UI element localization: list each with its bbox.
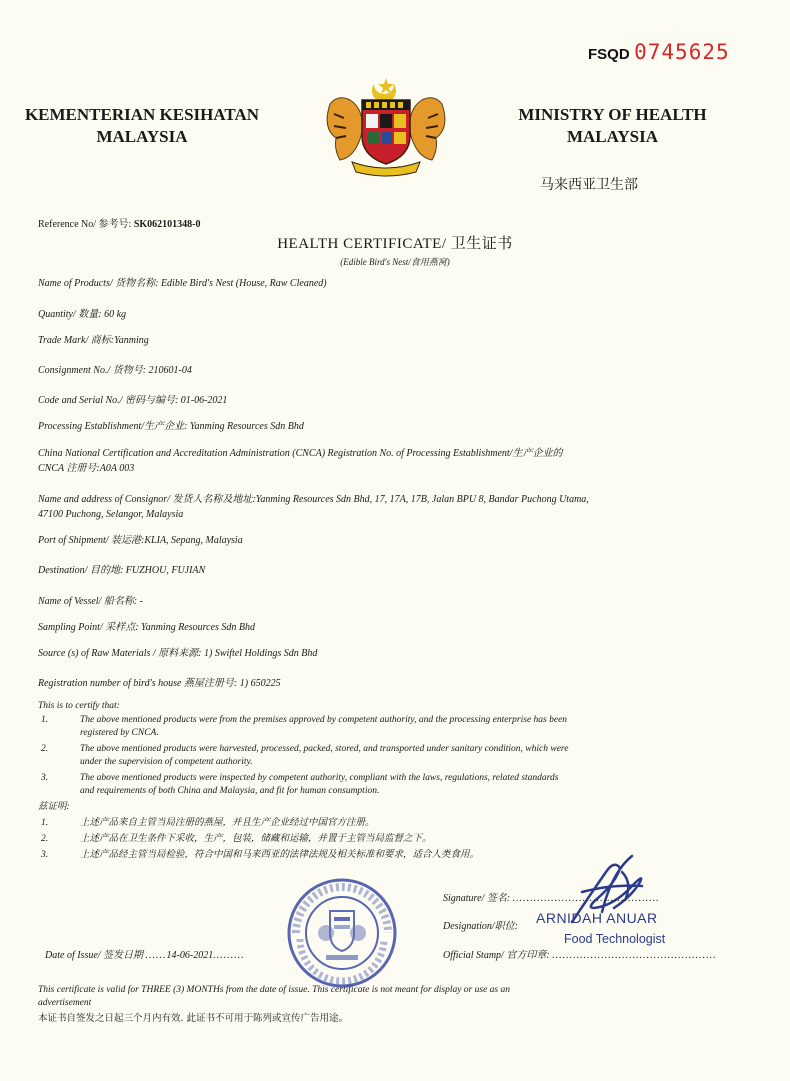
- reference-number: [38, 215, 200, 230]
- certify-item-text: [80, 714, 740, 739]
- date-dots-right: .........: [213, 950, 245, 961]
- certificate-subtitle: (Edible Bird's Nest/食用燕窝): [340, 257, 450, 267]
- malaysia-coat-of-arms-icon: [322, 74, 450, 178]
- certify-item-line2: and requirements of both China and Malaysia, and fit for human consumption.: [80, 785, 380, 796]
- fsqd-serial: [588, 40, 730, 64]
- field-name-of-vessel: Name of Vessel/ 船名称: -: [38, 596, 143, 607]
- validity-note: This certificate is valid for THREE (3) MONTHs from the date of issue. This certificate is not meant for display or use as an: [38, 985, 510, 995]
- signature-dots: ..........................................: [512, 893, 660, 904]
- certificate-title: HEALTH CERTIFICATE/ 卫生证书: [277, 236, 513, 252]
- field-cnca-registration-no: CNCA 注册号:A0A 003: [38, 463, 135, 474]
- serial-number: 0745625: [634, 40, 730, 64]
- signatory-name: ARNIDAH ANUAR: [536, 910, 658, 926]
- certify-item-line2: registered by CNCA.: [80, 727, 159, 738]
- designation-label: Designation/职位:: [443, 921, 518, 932]
- field-bird-house-registration: Registration number of bird's house 燕屋注册号: 1) 650225: [38, 678, 281, 689]
- validity-note-line2: advertisement: [38, 998, 92, 1008]
- validity-note-chinese: 本证书自签发之日起三个月内有效. 此证书不可用于陈列或宣传广告用途。: [38, 1013, 349, 1024]
- official-stamp-line: [443, 946, 717, 961]
- certify-item-number: 1.: [41, 715, 49, 725]
- certify-item-text: [80, 772, 740, 797]
- certify-item-1: [38, 714, 738, 740]
- certify-intro: This is to certify that:: [38, 701, 120, 711]
- ministry-name-chinese: 马来西亚卫生部: [540, 177, 638, 193]
- signature-label: Signature/ 签名:: [443, 893, 511, 904]
- field-consignor: Name and address of Consignor/ 发货人名称及地址:Yanming Resources Sdn Bhd, 17, 17A, 17B, Jalan BPU 8, Bandar Puchong Utama,: [38, 494, 589, 505]
- official-stamp-label: Official Stamp/ 官方印章:: [443, 950, 550, 961]
- serial-label: FSQD: [588, 46, 630, 63]
- certify-item-text: 上述产品经主管当局检验，符合中国和马来西亚的法律法规及相关标准和要求，适合人类食用。: [80, 850, 480, 860]
- certify-item-line2: under the supervision of competent authority.: [80, 756, 253, 767]
- food-safety-quality-division-stamp-icon: [286, 877, 398, 989]
- signatory-title: Food Technologist: [564, 932, 666, 946]
- certify-item-zh-1: [38, 817, 738, 831]
- certify-item-number: 3.: [41, 850, 49, 860]
- field-consignor-address: 47100 Puchong, Selangor, Malaysia: [38, 509, 184, 520]
- field-sampling-point: Sampling Point/ 采样点: Yanming Resources Sdn Bhd: [38, 622, 256, 633]
- date-of-issue-label: Date of Issue/ 签发日期: [45, 950, 144, 961]
- field-destination: Destination/ 目的地: FUZHOU, FUJIAN: [38, 565, 206, 576]
- certify-item-3: [38, 772, 738, 798]
- certify-item-line1: The above mentioned products were harvested, processed, packed, stored, and transported under sanitary condition, which were: [80, 744, 569, 754]
- date-of-issue: [45, 946, 245, 961]
- field-processing-establishment: Processing Establishment/生产企业: Yanming Resources Sdn Bhd: [38, 421, 304, 432]
- ministry-malay-line1: KEMENTERIAN KESIHATAN: [24, 105, 260, 124]
- field-consignment-no: Consignment No./ 货物号: 210601-04: [38, 365, 192, 376]
- reference-label: Reference No/ 参考号:: [38, 219, 132, 230]
- certify-item-text: 上述产品在卫生条件下采收，生产，包装，储藏和运输，并置于主管当局监督之下。: [80, 834, 432, 844]
- date-dots-left: ......: [145, 950, 167, 961]
- certify-item-2: [38, 743, 738, 769]
- certify-item-text: 上述产品来自主管当局注册的燕屋，并且生产企业经过中国官方注册。: [80, 818, 375, 828]
- designation-line: [443, 917, 518, 932]
- signature-line: [443, 889, 660, 904]
- field-raw-material-source: Source (s) of Raw Materials / 原料来源: 1) Swiftel Holdings Sdn Bhd: [38, 648, 318, 659]
- field-quantity: Quantity/ 数量: 60 kg: [38, 309, 127, 320]
- certify-item-number: 1.: [41, 818, 49, 828]
- reference-value: SK062101348-0: [133, 219, 201, 230]
- ministry-english-line2: MALAYSIA: [566, 127, 658, 146]
- ministry-name-english: [500, 104, 725, 148]
- ministry-name-malay: [22, 104, 262, 148]
- field-port-of-shipment: Port of Shipment/ 装运港:KLIA, Sepang, Malaysia: [38, 535, 243, 546]
- field-code-serial: Code and Serial No./ 密码与编号: 01-06-2021: [38, 395, 228, 406]
- certify-item-number: 2.: [41, 744, 49, 754]
- ministry-malay-line2: MALAYSIA: [96, 127, 188, 146]
- ministry-english-line1: MINISTRY OF HEALTH: [518, 105, 707, 124]
- certify-item-zh-2: [38, 833, 738, 847]
- certify-intro-chinese: 兹证明:: [38, 802, 70, 812]
- field-trade-mark: Trade Mark/ 商标:Yanming: [38, 335, 149, 346]
- official-stamp-dots: ...............................................: [552, 950, 717, 961]
- field-cnca-registration: China National Certification and Accreditation Administration (CNCA) Registration No. of Processing Establishment/生产企业的: [38, 448, 563, 459]
- certify-item-line1: The above mentioned products were from the premises approved by competent authority, and the processing enterprise has been: [80, 715, 568, 725]
- field-name-of-products: Name of Products/ 货物名称: Edible Bird's Nest (House, Raw Cleaned): [38, 278, 327, 289]
- certify-item-line1: The above mentioned products were inspected by competent authority, compliant with the laws, regulations, related standards: [80, 773, 559, 783]
- certify-item-number: 3.: [41, 773, 49, 783]
- certify-item-number: 2.: [41, 834, 49, 844]
- date-of-issue-value: 14-06-2021: [166, 950, 214, 961]
- certify-item-text: [80, 743, 740, 768]
